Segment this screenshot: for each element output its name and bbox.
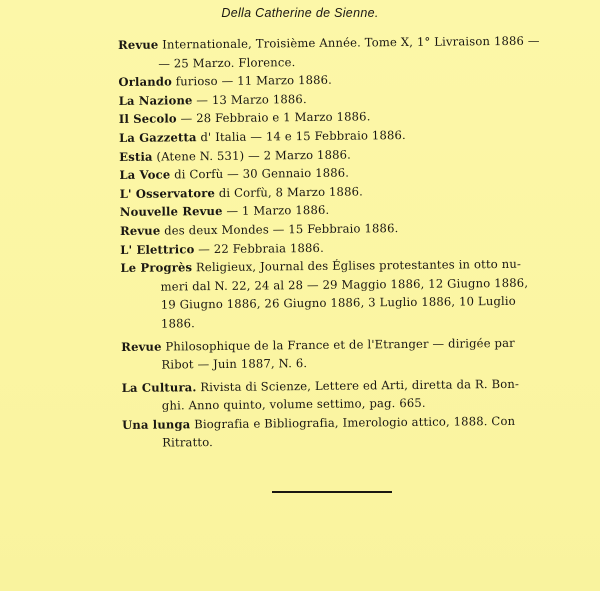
- entry-text: furioso — 11 Marzo 1886.: [171, 72, 333, 89]
- entry-continuation: meri dal N. 22, 24 al 28 — 29 Maggio 1886, 12 Giugno 1886,: [160, 275, 529, 294]
- entry-title: Il Secolo: [118, 111, 177, 127]
- entry-text: — 1 Marzo 1886.: [222, 203, 330, 219]
- entry-text: Rivista di Scienze, Lettere ed Arti, diretta da R. Bon-: [196, 376, 520, 394]
- entry-continuation: Ribot — Juin 1887, N. 6.: [161, 356, 308, 372]
- entry-text: d' Italia — 14 e 15 Febbraio 1886.: [196, 127, 406, 145]
- entry-title: Estia: [119, 149, 153, 164]
- list-item: [122, 411, 542, 453]
- entry-text: — 13 Marzo 1886.: [192, 91, 307, 108]
- entry-text: di Corfù, 8 Marzo 1886.: [214, 184, 364, 200]
- entry-continuation: — 25 Marzo. Florence.: [158, 54, 296, 71]
- entry-title: Una lunga: [121, 417, 191, 432]
- entry-title: La Gazzetta: [118, 130, 197, 145]
- entry-text: des deux Mondes — 15 Febbraio 1886.: [160, 221, 399, 238]
- entry-continuation: Ritratto.: [162, 435, 214, 451]
- entry-title: La Nazione: [118, 93, 193, 108]
- running-head: Della Catherine de Sienne.: [221, 6, 379, 20]
- entry-title: La Cultura.: [121, 379, 197, 395]
- list-item: [121, 333, 541, 375]
- list-item: [120, 255, 541, 334]
- closing-rule: [272, 491, 392, 493]
- entry-continuation: 1886.: [160, 316, 196, 331]
- bibliography-list: [118, 32, 542, 453]
- entry-text: — 22 Febbraia 1886.: [194, 240, 324, 256]
- entry-title: Nouvelle Revue: [119, 204, 223, 220]
- entry-continuation: 19 Giugno 1886, 26 Giugno 1886, 3 Luglio 1886, 10 Luglio: [160, 294, 516, 312]
- entry-title: La Voce: [119, 167, 171, 183]
- entry-text: Philosophique de la France et de l'Etranger — dirigée par: [161, 335, 515, 354]
- entry-text: Biografia e Bibliografia, Imerologio attico, 1888. Con: [190, 413, 516, 432]
- entry-continuation: ghi. Anno quinto, volume settimo, pag. 665.: [161, 396, 426, 413]
- entry-text: — 28 Febbraio e 1 Marzo 1886.: [176, 109, 371, 126]
- entry-title: L' Osservatore: [119, 185, 216, 201]
- entry-title: L' Elettrico: [120, 241, 195, 257]
- entry-text: Internationale, Troisième Année. Tome X, 1° Livraison 1886 —: [158, 33, 540, 52]
- entry-title: Le Progrès: [120, 260, 193, 276]
- entry-title: Revue: [121, 339, 162, 354]
- entry-text: (Atene N. 531) — 2 Marzo 1886.: [152, 147, 352, 164]
- entry-title: Revue: [118, 37, 159, 52]
- entry-text: di Corfù — 30 Gennaio 1886.: [170, 165, 350, 182]
- entry-title: Revue: [119, 223, 161, 238]
- entry-text: Religieux, Journal des Églises protestantes in otto nu-: [192, 256, 522, 275]
- entry-title: Orlando: [118, 74, 173, 90]
- list-item: [118, 32, 538, 74]
- list-item: [122, 374, 542, 416]
